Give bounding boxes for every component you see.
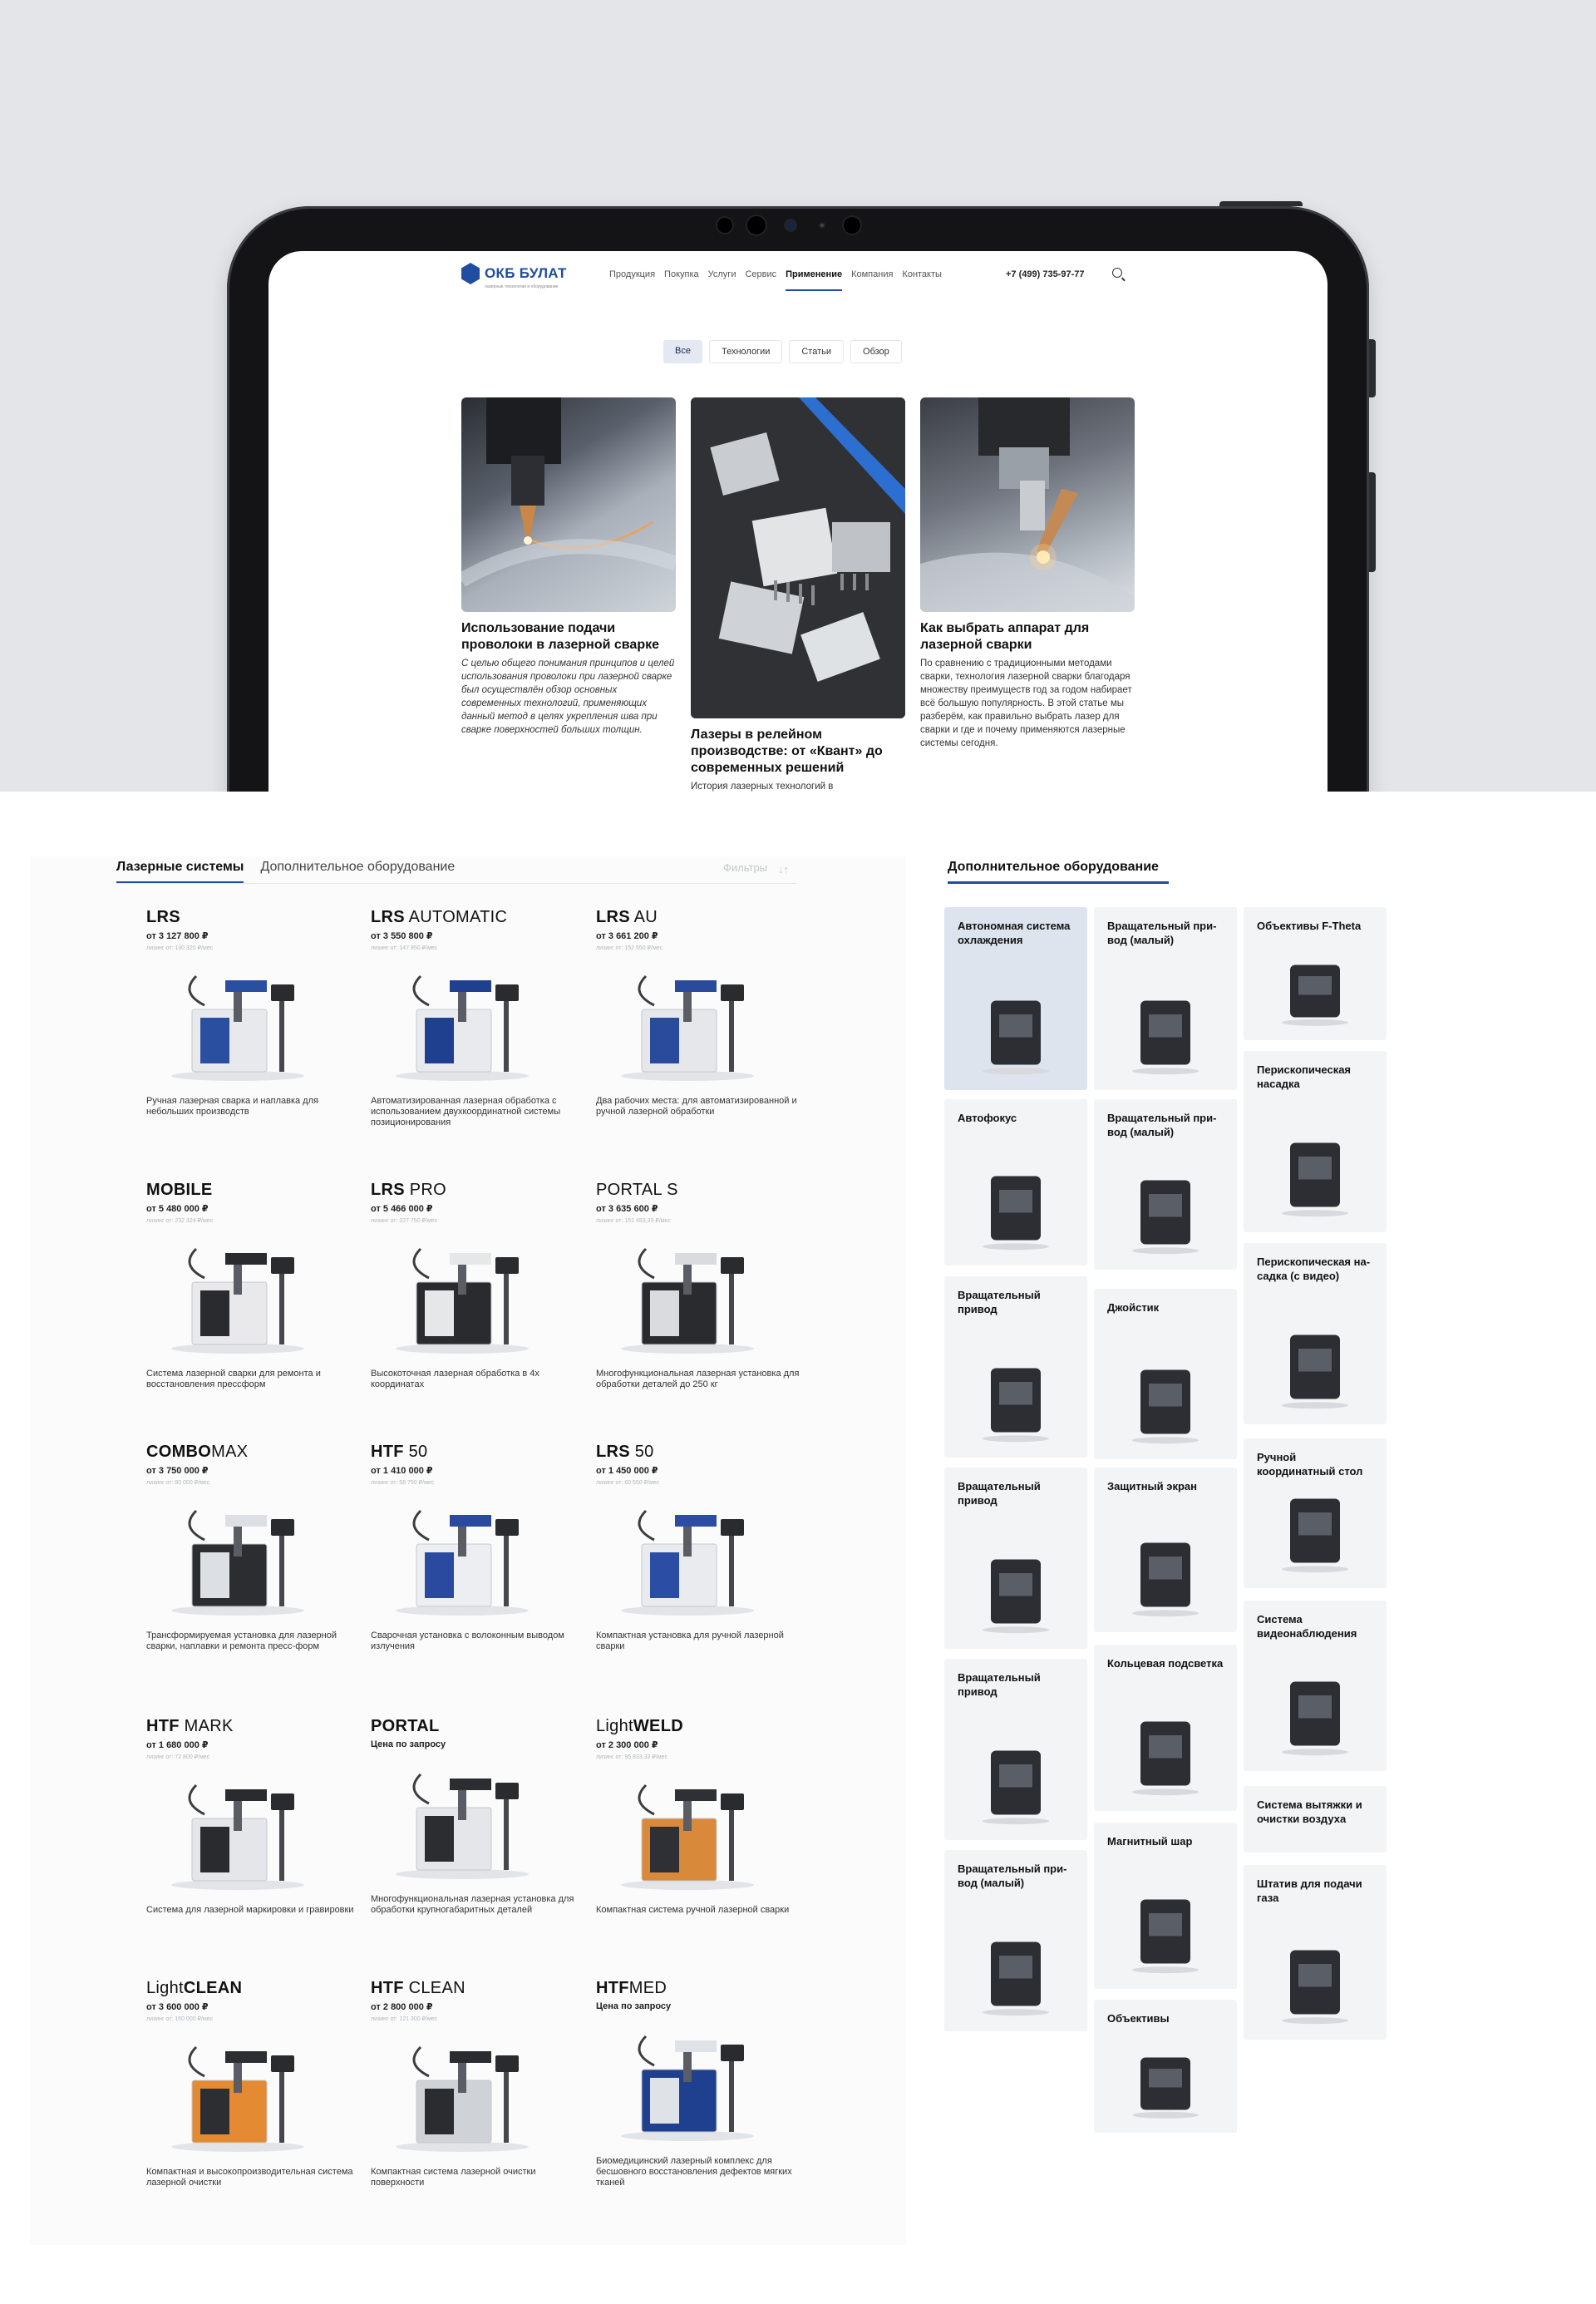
product-price: от 3 550 800 ₽ (371, 931, 433, 941)
extra-equipment-title[interactable]: Дополнительное оборудование (948, 860, 1169, 884)
extra-equipment-label: Вращательный при-вод (малый) (958, 1862, 1067, 1889)
extra-equipment-image (1094, 1529, 1237, 1621)
extra-equipment-label: Перископическая на-садка (с видео) (1257, 1256, 1371, 1282)
article-desc: С целью общего понимания принципов и целей использования проволоки при лазерной сварке был осуществлён обзор основных современных технологий, применяющих данный метод в целях укрепления шва при сварке поверхностей больших толщин. (461, 659, 675, 735)
extra-equipment-image (1094, 987, 1237, 1078)
extra-equipment-card[interactable] (1094, 2000, 1237, 2133)
extra-equipment-label: Магнитный шар (1107, 1835, 1193, 1848)
tablet-button (1369, 472, 1376, 572)
product-desc: Многофункциональная лазерная установка для обработки деталей до 250 кг (596, 1369, 800, 1389)
article-card[interactable] (920, 397, 1135, 750)
product-desc: Высокоточная лазерная обработка в 4х координатах (371, 1369, 539, 1389)
machine-illustration (596, 1232, 779, 1357)
article-title: Как выбрать аппарат для лазерной сварки (920, 621, 1090, 652)
product-desc: Компактная установка для ручной лазерной сварки (596, 1631, 784, 1651)
product-card[interactable] (371, 1181, 595, 1390)
menu-item[interactable]: Компания (851, 269, 894, 279)
tablet-screen (268, 251, 1328, 792)
extra-equipment-label: Автофокус (958, 1112, 1017, 1124)
product-desc: Трансформируемая установка для лазерной сварки, наплавки и ремонта пресс-форм (146, 1631, 337, 1651)
product-card[interactable] (371, 1717, 595, 1916)
camera-icon (786, 220, 796, 230)
main-menu (609, 269, 942, 291)
extra-equipment-label: Объективы F-Theta (1257, 920, 1362, 932)
tablet-device (227, 206, 1369, 792)
product-price: от 3 750 000 ₽ (146, 1466, 209, 1476)
product-desc: Компактная система ручной лазерной сварки (596, 1905, 790, 1915)
extra-equipment-image (1094, 2046, 1237, 2121)
machine-illustration (146, 960, 329, 1084)
article-title: Лазеры в релейном производстве: от «Квант» до современных решений (691, 728, 883, 775)
product-image (146, 1769, 329, 1893)
machine-illustration (146, 1232, 329, 1357)
product-image (371, 960, 554, 1084)
product-card[interactable] (371, 1979, 595, 2188)
product-image (596, 960, 779, 1084)
product-desc: Многофункциональная лазерная установка для обработки крупногабаритных деталей (371, 1894, 574, 1915)
product-card[interactable] (596, 1979, 820, 2188)
product-price: от 3 600 000 ₽ (146, 2002, 209, 2012)
product-card[interactable] (596, 1443, 820, 1652)
laser-head-image (920, 397, 1135, 612)
product-card[interactable] (146, 908, 371, 1117)
extra-equipment-label: Защитный экран (1107, 1480, 1197, 1492)
product-name: COMBOMAX (146, 1443, 249, 1461)
extra-equipment-label: Вращательный при-вод (малый) (1107, 1112, 1217, 1138)
sort-icon[interactable]: ↓↑ (778, 863, 789, 876)
product-lease: лизинг от: 121 300 ₽/мес (371, 2016, 438, 2022)
extra-equipment-image (1094, 1167, 1237, 1258)
product-card[interactable] (596, 1181, 820, 1390)
product-desc: Биомедицинский лазерный комплекс для бесшовного восстановления дефектов мягких тканей (596, 2156, 792, 2188)
product-desc: Два рабочих места: для автоматизированной и ручной лазерной обработки (596, 1096, 797, 1117)
extra-equipment-card[interactable] (1094, 1823, 1237, 1989)
filter-tab-tech[interactable]: Технологии (709, 340, 782, 363)
product-price: Цена по запросу (371, 1739, 446, 1749)
machine-illustration (596, 1769, 779, 1893)
filter-tabs (663, 340, 902, 363)
extra-equipment-card[interactable] (1244, 1865, 1387, 2040)
machine-illustration (596, 960, 779, 1084)
logo-icon (461, 263, 480, 284)
product-lease: лизинг от: 80 000 ₽/мес (146, 1480, 210, 1486)
product-name: LightWELD (596, 1717, 683, 1735)
extra-equipment-label: Вращательный привод (958, 1289, 1041, 1315)
product-lease: лизинг от: 232 324 ₽/мес (146, 1218, 214, 1224)
extra-equipment-card[interactable] (1244, 1051, 1387, 1232)
extra-equipment-image (944, 1928, 1087, 2020)
extra-equipment-image (1094, 1356, 1237, 1448)
extra-equipment-label: Вращательный привод (958, 1480, 1041, 1507)
machine-illustration (146, 1494, 329, 1619)
product-image (371, 1232, 554, 1357)
camera-icon (717, 218, 732, 233)
search-icon[interactable] (1112, 268, 1122, 278)
product-desc: Ручная лазерная сварка и наплавка для небольших производств (146, 1096, 318, 1117)
product-price: от 1 450 000 ₽ (596, 1466, 658, 1476)
camera-icon (844, 217, 860, 234)
tablet-button (1219, 201, 1303, 206)
product-price: от 5 466 000 ₽ (371, 1204, 433, 1214)
extra-equipment-label: Объективы (1107, 2012, 1170, 2025)
product-name: LightCLEAN (146, 1979, 243, 1997)
product-lease: лизинг от: 152 550 ₽/мес (596, 945, 663, 951)
sensor-icon (820, 224, 824, 227)
product-card[interactable] (146, 1181, 371, 1390)
product-image (596, 1769, 779, 1893)
product-desc: Компактная система лазерной очистки поверхности (371, 2167, 536, 2188)
product-desc: Система лазерной сварки для ремонта и восстановления прессформ (146, 1369, 321, 1389)
extra-equipment-image (1244, 1936, 1387, 2028)
product-name: LRS 50 (596, 1443, 654, 1461)
product-card[interactable] (371, 908, 595, 1128)
product-name: LRS PRO (371, 1181, 447, 1199)
extra-equipment-card[interactable] (1094, 1645, 1237, 1811)
machine-illustration (371, 1494, 554, 1619)
article-card[interactable] (461, 397, 676, 737)
machine-illustration (596, 2020, 779, 2144)
extra-equipment-image (1244, 1321, 1387, 1413)
product-price: от 2 300 000 ₽ (596, 1740, 658, 1750)
extra-equipment-image (944, 1546, 1087, 1637)
product-image (371, 2030, 554, 2155)
divider (116, 883, 796, 884)
extra-equipment-card[interactable] (944, 1276, 1087, 1458)
tab-extra-equipment[interactable]: Дополнительное оборудование (260, 860, 456, 874)
product-desc: Автоматизированная лазерная обработка с использованием двухкоординатной системы позиционирования (371, 1096, 561, 1127)
product-price: Цена по запросу (596, 2001, 672, 2011)
logo[interactable] (461, 263, 567, 289)
extra-equipment-card[interactable] (944, 1468, 1087, 1649)
product-name: PORTAL (371, 1717, 440, 1735)
product-name: PORTAL S (596, 1181, 678, 1199)
article-desc: История лазерных технологий в (691, 782, 834, 792)
showcase-background (0, 0, 1596, 792)
product-name: HTF 50 (371, 1443, 428, 1461)
logo-text: ОКБ БУЛАТ (485, 265, 567, 281)
extra-equipment-image (1244, 1485, 1387, 1576)
product-lease: лизинг от: 130 320 ₽/мес (146, 945, 214, 951)
machine-illustration (596, 1494, 779, 1619)
product-price: от 3 635 600 ₽ (596, 1204, 658, 1214)
site-header (268, 251, 1328, 311)
filter-tab-articles[interactable]: Статьи (789, 340, 844, 363)
product-lease: лизинг от: 60 550 ₽/мес (596, 1480, 660, 1486)
tab-laser-systems[interactable]: Лазерные системы (116, 860, 244, 884)
menu-item[interactable]: Услуги (707, 269, 736, 279)
article-title: Использование подачи проволоки в лазерной сварке (461, 621, 659, 652)
product-image (596, 2020, 779, 2144)
article-grid (461, 397, 1135, 792)
product-image (596, 1232, 779, 1357)
extra-equipment-label: Перископическая насадка (1257, 1063, 1352, 1090)
extra-equipment-card[interactable] (944, 1850, 1087, 2031)
product-desc: Компактная и высокопроизводительная система лазерной очистки (146, 2167, 353, 2188)
product-card[interactable] (146, 1717, 371, 1916)
extra-equipment-card[interactable] (944, 1659, 1087, 1840)
product-lease: лизинг от: 150 000 ₽/мес (146, 2016, 214, 2022)
extra-equipment-label: Вращательный при-вод (малый) (1107, 920, 1217, 946)
extra-equipment-image (1244, 954, 1387, 1029)
tablet-button (1369, 339, 1376, 397)
extra-equipment-image (1244, 1129, 1387, 1221)
product-card[interactable] (146, 1443, 371, 1652)
filters-button[interactable]: Фильтры (723, 861, 768, 874)
product-image (146, 2030, 329, 2155)
extra-equipment-label: Автономная система охлаждения (958, 920, 1071, 946)
product-name: LRS (146, 908, 180, 926)
product-lease: лизинг от: 151 483,33 ₽/мес (596, 1218, 671, 1224)
machine-illustration (371, 1758, 554, 1882)
article-card[interactable] (691, 397, 905, 792)
product-image (146, 960, 329, 1084)
menu-item-active[interactable]: Применение (786, 269, 842, 291)
machine-illustration (371, 2030, 554, 2155)
product-lease: лизинг от: 95 833,33 ₽/мес (596, 1754, 668, 1760)
menu-item[interactable]: Продукция (609, 269, 656, 279)
article-desc: По сравнению с традиционными методами сварки, технология лазерной сварки благодаря множеству преимуществ год за годом набирает всё большую популярность. В этой статье мы разберём, как правильно выбрать лазер для сварки и где и почему применяются лазерные системы сегодня. (920, 659, 1132, 748)
extra-equipment-image (1094, 1886, 1237, 1977)
extra-equipment-image (944, 1737, 1087, 1828)
product-desc: Сварочная установка с волоконным выводом излучения (371, 1631, 564, 1651)
relay-image (691, 397, 905, 718)
extra-equipment-card[interactable] (1244, 1438, 1387, 1588)
extra-equipment-card[interactable] (1094, 1099, 1237, 1270)
extra-equipment-card[interactable] (1094, 1468, 1237, 1632)
machine-illustration (371, 1232, 554, 1357)
menu-item[interactable]: Контакты (902, 269, 942, 279)
filter-tab-all[interactable]: Все (663, 340, 702, 363)
menu-item[interactable]: Покупка (664, 269, 699, 279)
extra-equipment-card[interactable] (1094, 907, 1237, 1090)
product-image (371, 1494, 554, 1619)
extra-equipment-card[interactable] (1244, 907, 1387, 1040)
product-price: от 3 661 200 ₽ (596, 931, 658, 941)
extra-equipment-card[interactable] (1244, 1786, 1387, 1853)
extra-equipment-label: Кольцевая подсветка (1107, 1657, 1224, 1670)
extra-equipment-image (944, 1354, 1087, 1446)
product-name: HTF CLEAN (371, 1979, 466, 1997)
camera-icon (747, 216, 766, 234)
extra-equipment-image (944, 1162, 1087, 1254)
extra-equipment-card[interactable] (944, 907, 1087, 1090)
product-image (146, 1494, 329, 1619)
product-image (371, 1758, 554, 1882)
product-card[interactable] (146, 1979, 371, 2188)
extra-equipment-card[interactable] (1094, 1289, 1237, 1459)
machine-illustration (146, 1769, 329, 1893)
extra-equipment-label: Вращательный привод (958, 1671, 1041, 1698)
product-price: от 2 800 000 ₽ (371, 2002, 433, 2012)
product-image (146, 1232, 329, 1357)
extra-equipment-card[interactable] (944, 1099, 1087, 1265)
article-image (461, 397, 676, 612)
product-price: от 1 680 000 ₽ (146, 1740, 209, 1750)
product-name: HTFMED (596, 1979, 667, 1997)
logo-subtitle: лазерные технологии и оборудование (485, 284, 559, 289)
article-image (691, 397, 905, 718)
product-name: LRS AU (596, 908, 658, 926)
product-price: от 5 480 000 ₽ (146, 1204, 209, 1214)
extra-equipment-card[interactable] (1244, 1243, 1387, 1424)
phone-link[interactable]: +7 (499) 735-97-77 (1006, 269, 1085, 279)
extra-equipment-label: Джойстик (1107, 1301, 1160, 1314)
product-card[interactable] (371, 1443, 595, 1652)
extra-equipment-card[interactable] (1244, 1601, 1387, 1771)
product-price: от 3 127 800 ₽ (146, 931, 209, 941)
product-name: LRS AUTOMATIC (371, 908, 508, 926)
product-lease: лизинг от: 58 750 ₽/мес (371, 1480, 435, 1486)
welding-image (461, 397, 676, 612)
machine-illustration (371, 960, 554, 1084)
menu-item[interactable]: Сервис (745, 269, 777, 279)
extra-equipment-label: Система видеонаблюдения (1257, 1613, 1357, 1640)
product-lease: лизинг от: 147 950 ₽/мес (371, 945, 438, 951)
extra-equipment-label: Штатив для подачи газа (1257, 1877, 1362, 1904)
product-name: HTF MARK (146, 1717, 234, 1735)
extra-equipment-label: Система вытяжки и очистки воздуха (1257, 1798, 1362, 1825)
extra-equipment-image (944, 987, 1087, 1078)
article-image (920, 397, 1135, 612)
filter-tab-review[interactable]: Обзор (850, 340, 902, 363)
product-name: MOBILE (146, 1181, 213, 1199)
machine-illustration (146, 2030, 329, 2155)
product-price: от 1 410 000 ₽ (371, 1466, 433, 1476)
extra-equipment-image (1094, 1708, 1237, 1799)
extra-equipment-image (1244, 1668, 1387, 1759)
product-card[interactable] (596, 1717, 820, 1916)
product-lease: лизинг от: 227 750 ₽/мес (371, 1218, 438, 1224)
product-image (596, 1494, 779, 1619)
product-desc: Система для лазерной маркировки и гравировки (146, 1905, 354, 1915)
catalog-tabs (116, 860, 455, 884)
product-card[interactable] (596, 908, 820, 1117)
product-lease: лизинг от: 72 800 ₽/мес (146, 1754, 210, 1760)
extra-equipment-label: Ручной координатный стол (1257, 1451, 1363, 1478)
